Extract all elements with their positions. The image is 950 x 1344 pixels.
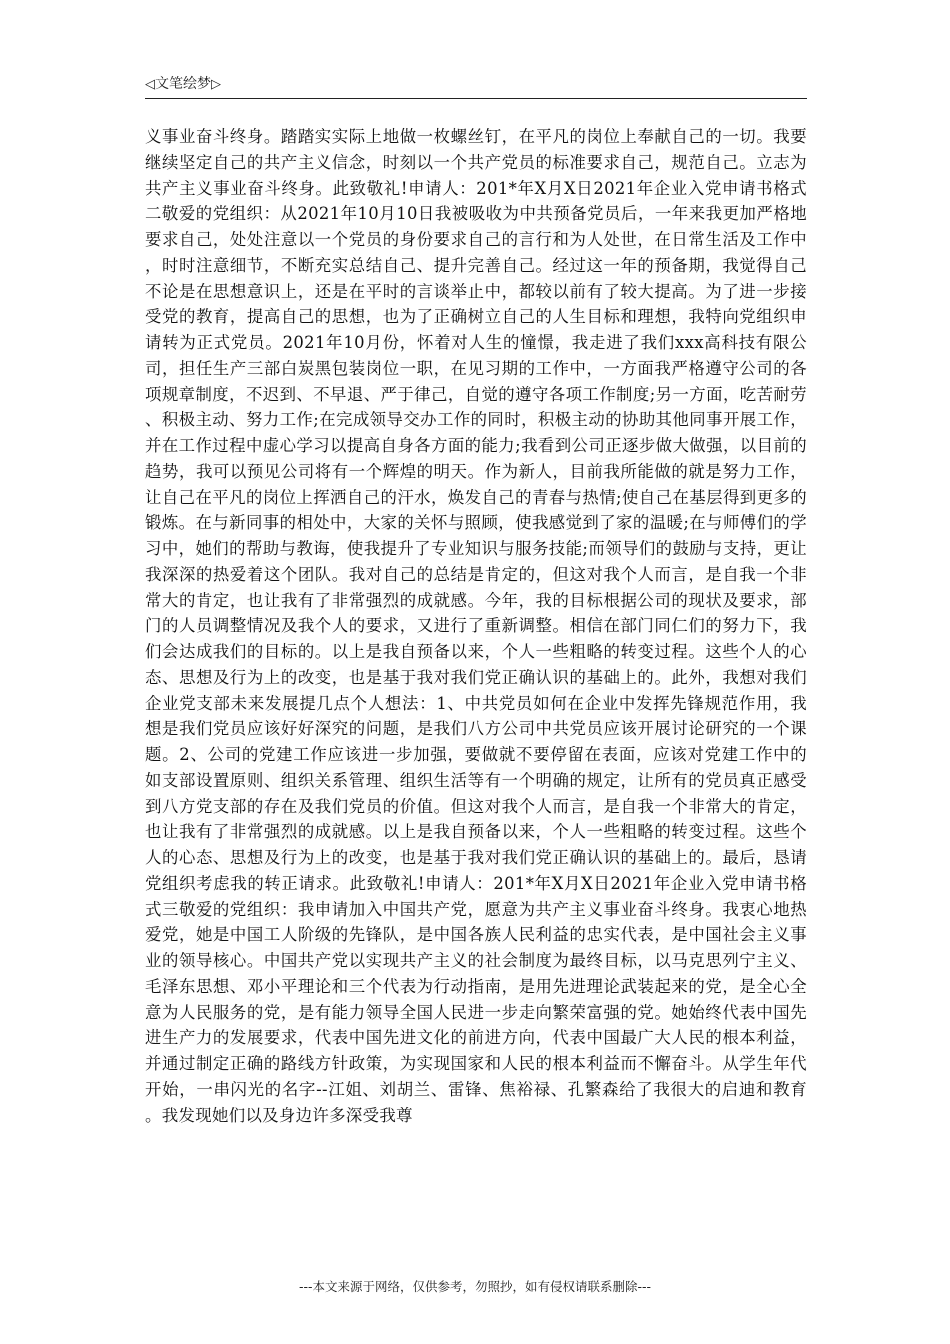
- left-triangle-icon: ◁: [145, 77, 155, 92]
- header-divider: [145, 98, 807, 99]
- header-brand: [145, 74, 221, 95]
- body-paragraph: 义事业奋斗终身。踏踏实实际上地做一枚螺丝钉，在平凡的岗位上奉献自己的一切。我要继续坚定自己的共产主义信念，时刻以一个共产党员的标准要求自己，规范自己。立志为共产主义事业奋斗终身。此致敬礼!申请人：201*年X月X日2021年企业入党申请书格式二敬爱的党组织：从2021年10月10日我被吸收为中共预备党员后，一年来我更加严格地要求自己，处处注意以一个党员的身份要求自己的言行和为人处世，在日常生活及工作中，时时注意细节，不断充实总结自己、提升完善自己。经过这一年的预备期，我觉得自己不论是在思想意识上，还是在平时的言谈举止中，都较以前有了较大提高。为了进一步接受党的教育，提高自己的思想，也为了正确树立自己的人生目标和理想，我特向党组织申请转为正式党员。2021年10月份，怀着对人生的憧憬，我走进了我们xxx高科技有限公司，担任生产三部白炭黑包装岗位一职，在见习期的工作中，一方面我严格遵守公司的各项规章制度，不迟到、不早退、严于律己，自觉的遵守各项工作制度;另一方面，吃苦耐劳、积极主动、努力工作;在完成领导交办工作的同时，积极主动的协助其他同事开展工作，并在工作过程中虚心学习以提高自身各方面的能力;我看到公司正逐步做大做强，以目前的趋势，我可以预见公司将有一个辉煌的明天。作为新人，目前我所能做的就是努力工作，让自己在平凡的岗位上挥洒自己的汗水，焕发自己的青春与热情;使自己在基层得到更多的锻炼。在与新同事的相处中，大家的关怀与照顾，使我感觉到了家的温暖;在与师傅们的学习中，她们的帮助与教诲，使我提升了专业知识与服务技能;而领导们的鼓励与支持，更让我深深的热爱着这个团队。我对自己的总结是肯定的，但这对我个人而言，是自我一个非常大的肯定，也让我有了非常强烈的成就感。今年，我的目标根据公司的现状及要求，部门的人员调整情况及我个人的要求，又进行了重新调整。相信在部门同仁们的努力下，我们会达成我们的目标的。以上是我自预备以来，个人一些粗略的转变过程。这些个人的心态、思想及行为上的改变，也是基于我对我们党正确认识的基础上的。此外，我想对我们企业党支部未来发展提几点个人想法：1、中共党员如何在企业中发挥先锋规范作用，我想是我们党员应该好好深究的问题，是我们八方公司中共党员应该开展讨论研究的一个课题。2、公司的党建工作应该进一步加强，要做就不要停留在表面，应该对党建工作中的如支部设置原则、组织关系管理、组织生活等有一个明确的规定，让所有的党员真正感受到八方党支部的存在及我们党员的价值。但这对我个人而言，是自我一个非常大的肯定，也让我有了非常强烈的成就感。以上是我自预备以来，个人一些粗略的转变过程。这些个人的心态、思想及行为上的改变，也是基于我对我们党正确认识的基础上的。最后，恳请党组织考虑我的转正请求。此致敬礼!申请人：201*年X月X日2021年企业入党申请书格式三敬爱的党组织：我申请加入中国共产党，愿意为共产主义事业奋斗终身。我衷心地热爱党，她是中国工人阶级的先锋队，是中国各族人民利益的忠实代表，是中国社会主义事业的领导核心。中国共产党以实现共产主义的社会制度为最终目标，以马克思列宁主义、毛泽东思想、邓小平理论和三个代表为行动指南，是用先进理论武装起来的党，是全心全意为人民服务的党，是有能力领导全国人民进一步走向繁荣富强的党。她始终代表中国先进生产力的发展要求，代表中国先进文化的前进方向，代表中国最广大人民的根本利益，并通过制定正确的路线方针政策，为实现国家和人民的根本利益而不懈奋斗。从学生年代开始，一串闪光的名字--江姐、刘胡兰、雷锋、焦裕禄、孔繁森给了我很大的启迪和教育。我发现她们以及身边许多深受我尊: [145, 127, 807, 1125]
- page-header: [145, 74, 807, 98]
- brand-name: 文笔绘梦: [155, 76, 211, 92]
- right-triangle-icon: ▷: [211, 77, 221, 92]
- page-footer: ---本文来源于网络，仅供参考，勿照抄，如有侵权请联系删除---: [298, 1279, 652, 1294]
